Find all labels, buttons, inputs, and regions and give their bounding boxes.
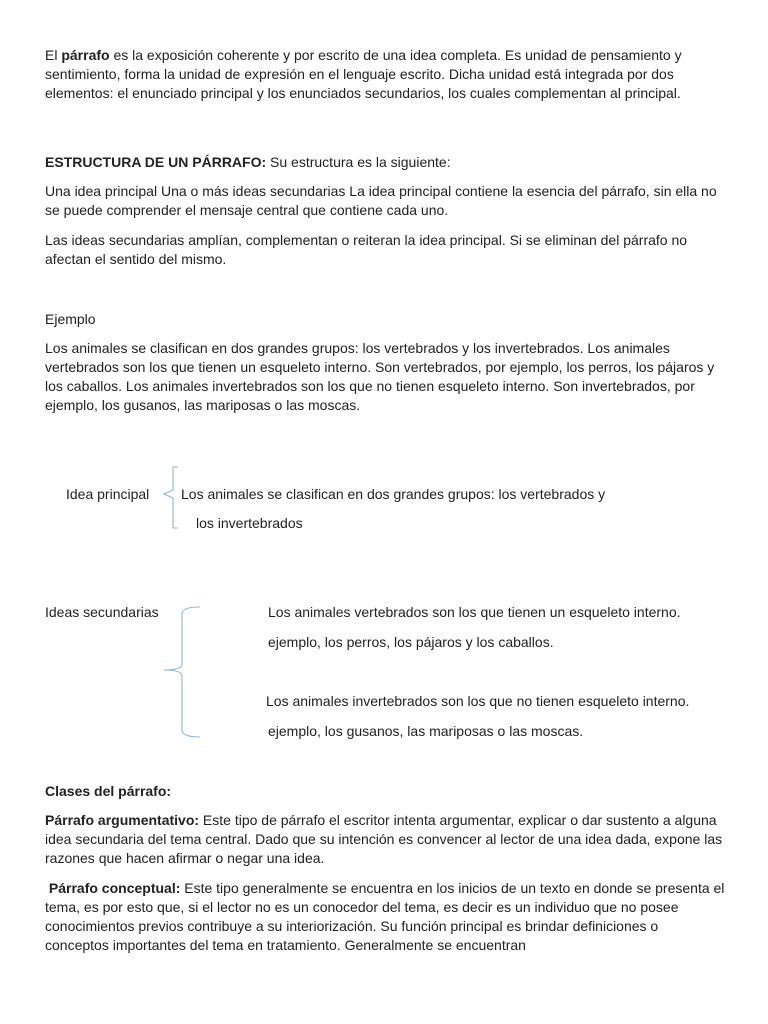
estructura-heading-line xyxy=(45,153,725,172)
argumentativo-term: Párrafo argumentativo: xyxy=(45,812,200,828)
clases-heading-text: Clases del párrafo: xyxy=(45,783,172,799)
intro-text: es la exposición coherente y por escrito de una idea completa. Es unidad de pensamiento y sentimiento, forma la unidad de expresión en el lenguaje escrito. Dicha unidad está integrada por dos elementos: el enunciado principal y los enunciados secundarios, los cuales complementan al principal. xyxy=(45,47,682,101)
estructura-text: Su estructura es la siguiente: xyxy=(266,154,451,170)
intro-paragraph xyxy=(45,46,725,103)
intro-prefix: El xyxy=(45,47,62,63)
argumentativo-text: Este tipo de párrafo el escritor intenta argumentar, explicar o dar sustento a alguna idea secundaria del tema central. Dado que su intención es convencer al lector de una idea dada, expone las razones que hacen afirmar o negar una idea. xyxy=(45,812,723,866)
idea-principal-label: Idea principal xyxy=(66,486,150,502)
idea-principal-line-1: Los animales se clasifican en dos grandes grupos: los vertebrados y xyxy=(181,486,606,502)
intro-term: párrafo xyxy=(61,47,110,63)
argumentativo-paragraph xyxy=(45,811,725,868)
idea-principal-line-2: los invertebrados xyxy=(196,515,303,531)
clases-heading xyxy=(45,782,725,801)
estructura-paragraph-2: Las ideas secundarias amplían, complementan o reiteran la idea principal. Si se eliminan del párrafo no afectan el sentido del mismo. xyxy=(45,232,688,267)
sec2-line-1: Los animales invertebrados son los que no tienen esqueleto interno. xyxy=(266,693,690,709)
conceptual-paragraph xyxy=(45,879,725,955)
conceptual-term: Párrafo conceptual: xyxy=(45,880,181,896)
sec1-line-1: Los animales vertebrados son los que tienen un esqueleto interno. xyxy=(268,604,681,620)
estructura-heading: ESTRUCTURA DE UN PÁRRAFO: xyxy=(45,154,267,170)
ejemplo-paragraph: Los animales se clasifican en dos grandes grupos: los vertebrados y los invertebrados. Los animales vertebrados son los que tienen un esqueleto interno. Son vertebrados, por ejemplo, los perros, los pájaros y los caballos. Los animales invertebrados son los que no tienen esqueleto interno. Son invertebrados, por ejemplo, los gusanos, las mariposas o las moscas. xyxy=(45,340,715,413)
estructura-paragraph-1: Una idea principal Una o más ideas secundarias La idea principal contiene la esencia del párrafo, sin ella no se puede comprender el mensaje central que contiene cada uno. xyxy=(45,183,717,218)
sec1-line-2: ejemplo, los perros, los pájaros y los caballos. xyxy=(268,634,554,650)
ejemplo-label: Ejemplo xyxy=(45,311,96,327)
conceptual-text: Este tipo generalmente se encuentra en los inicios de un texto en donde se presenta el tema, es por esto que, si el lector no es un conocedor del tema, es decir es un individuo que no posee conocimientos previos contribuye a su interiorización. Su función principal es brindar definiciones o conceptos importantes del tema en tratamiento. Generalmente se encuentran xyxy=(45,880,725,953)
ideas-secundarias-label: Ideas secundarias xyxy=(45,604,159,620)
secundarias-brace-icon xyxy=(160,600,208,742)
sec2-line-2: ejemplo, los gusanos, las mariposas o las moscas. xyxy=(268,723,584,739)
